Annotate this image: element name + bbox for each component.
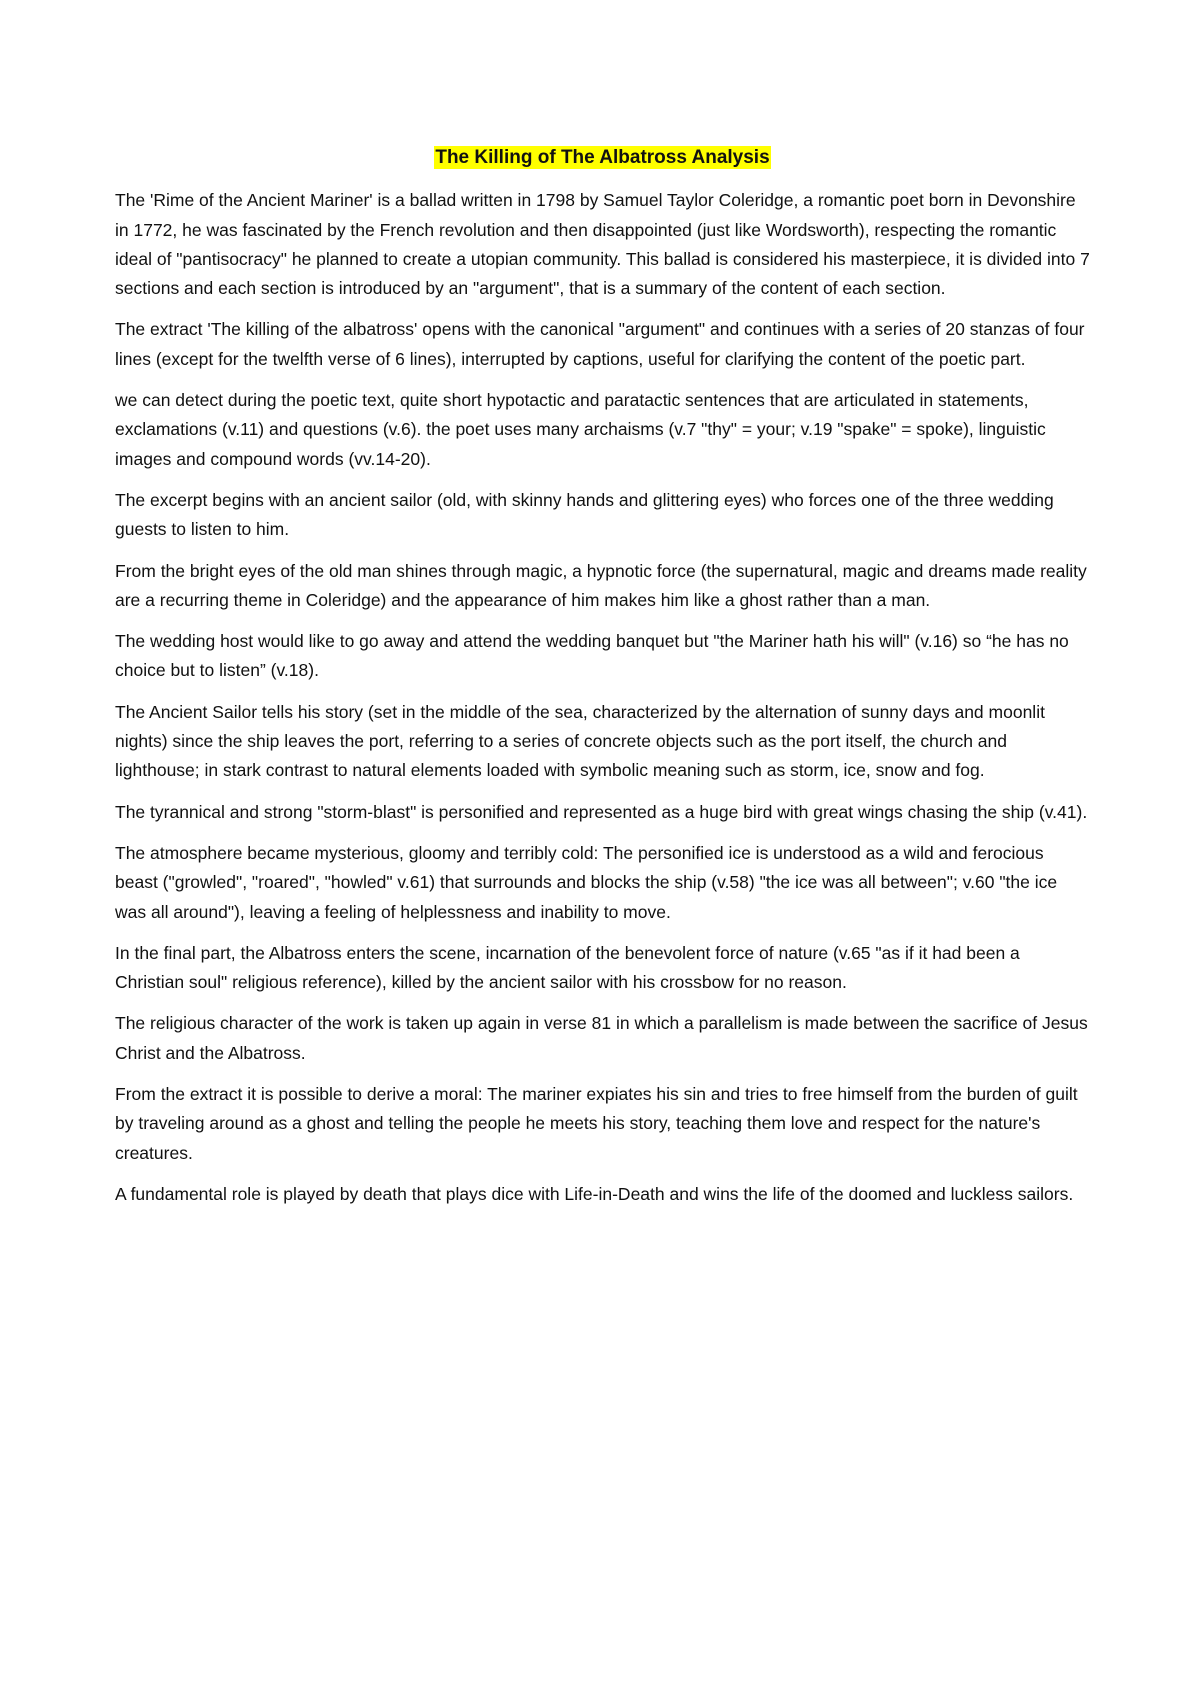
paragraph-death: A fundamental role is played by death that plays dice with Life-in-Death and wins the life of the doomed and luckless sailors.: [115, 1183, 1074, 1204]
document-body: [115, 143, 1090, 1221]
document-title: The Killing of The Albatross Analysis: [435, 147, 770, 168]
paragraph-intro: The 'Rime of the Ancient Mariner' is a ballad written in 1798 by Samuel Taylor Coleridge, a romantic poet born in Devonshire in 1772, he was fascinated by the French revolution and then disappointed (just like Wordsworth), respecting the romantic ideal of "pantisocracy" he planned to create a utopian community. This ballad is considered his masterpiece, it is divided into 7 sections and each section is introduced by an "argument", that is a summary of the content of each section.: [115, 190, 1090, 299]
paragraph-story: The Ancient Sailor tells his story (set in the middle of the sea, characterized by the alternation of sunny days and moonlit nights) since the ship leaves the port, referring to a series of concrete objects such as the port itself, the church and lighthouse; in stark contrast to natural elements loaded with symbolic meaning such as storm, ice, snow and fog.: [115, 701, 1045, 781]
paragraph-albatross: In the final part, the Albatross enters the scene, incarnation of the benevolent force of nature (v.65 "as if it had been a Christian soul" religious reference), killed by the ancient sailor with his crossbow for no reason.: [115, 942, 1020, 993]
paragraph-language: we can detect during the poetic text, quite short hypotactic and paratactic sentences that are articulated in statements, exclamations (v.11) and questions (v.6). the poet uses many archaisms (v.7 "thy" = your; v.19 "spake" = spoke), linguistic images and compound words (vv.14-20).: [115, 390, 1046, 469]
title-container: [115, 143, 1090, 172]
paragraph-ancient-sailor: The excerpt begins with an ancient sailor (old, with skinny hands and glittering eyes) who forces one of the three wedding guests to listen to him.: [115, 489, 1054, 540]
paragraph-wedding-host: The wedding host would like to go away and attend the wedding banquet but "the Mariner hath his will" (v.16) so “he has no choice but to listen” (v.18).: [115, 631, 1069, 681]
paragraph-storm-blast: The tyrannical and strong "storm-blast" is personified and represented as a huge bird with great wings chasing the ship (v.41).: [115, 801, 1088, 822]
paragraph-atmosphere: The atmosphere became mysterious, gloomy and terribly cold: The personified ice is understood as a wild and ferocious beast ("growled", "roared", "howled" v.61) that surrounds and blocks the ship (v.58) "the ice was all between"; v.60 "the ice was all around"), leaving a feeling of helplessness and inability to move.: [115, 842, 1058, 922]
paragraph-religious: The religious character of the work is taken up again in verse 81 in which a parallelism is made between the sacrifice of Jesus Christ and the Albatross.: [115, 1013, 1088, 1063]
paragraph-moral: From the extract it is possible to derive a moral: The mariner expiates his sin and tries to free himself from the burden of guilt by traveling around as a ghost and telling the people he meets his story, teaching them love and respect for the nature's creatures.: [115, 1084, 1078, 1163]
paragraph-extract-structure: The extract 'The killing of the albatross' opens with the canonical "argument" and continues with a series of 20 stanzas of four lines (except for the twelfth verse of 6 lines), interrupted by captions, useful for clarifying the content of the poetic part.: [115, 319, 1085, 369]
paragraph-bright-eyes: From the bright eyes of the old man shines through magic, a hypnotic force (the supernatural, magic and dreams made reality are a recurring theme in Coleridge) and the appearance of him makes him like a ghost rather than a man.: [115, 560, 1087, 610]
